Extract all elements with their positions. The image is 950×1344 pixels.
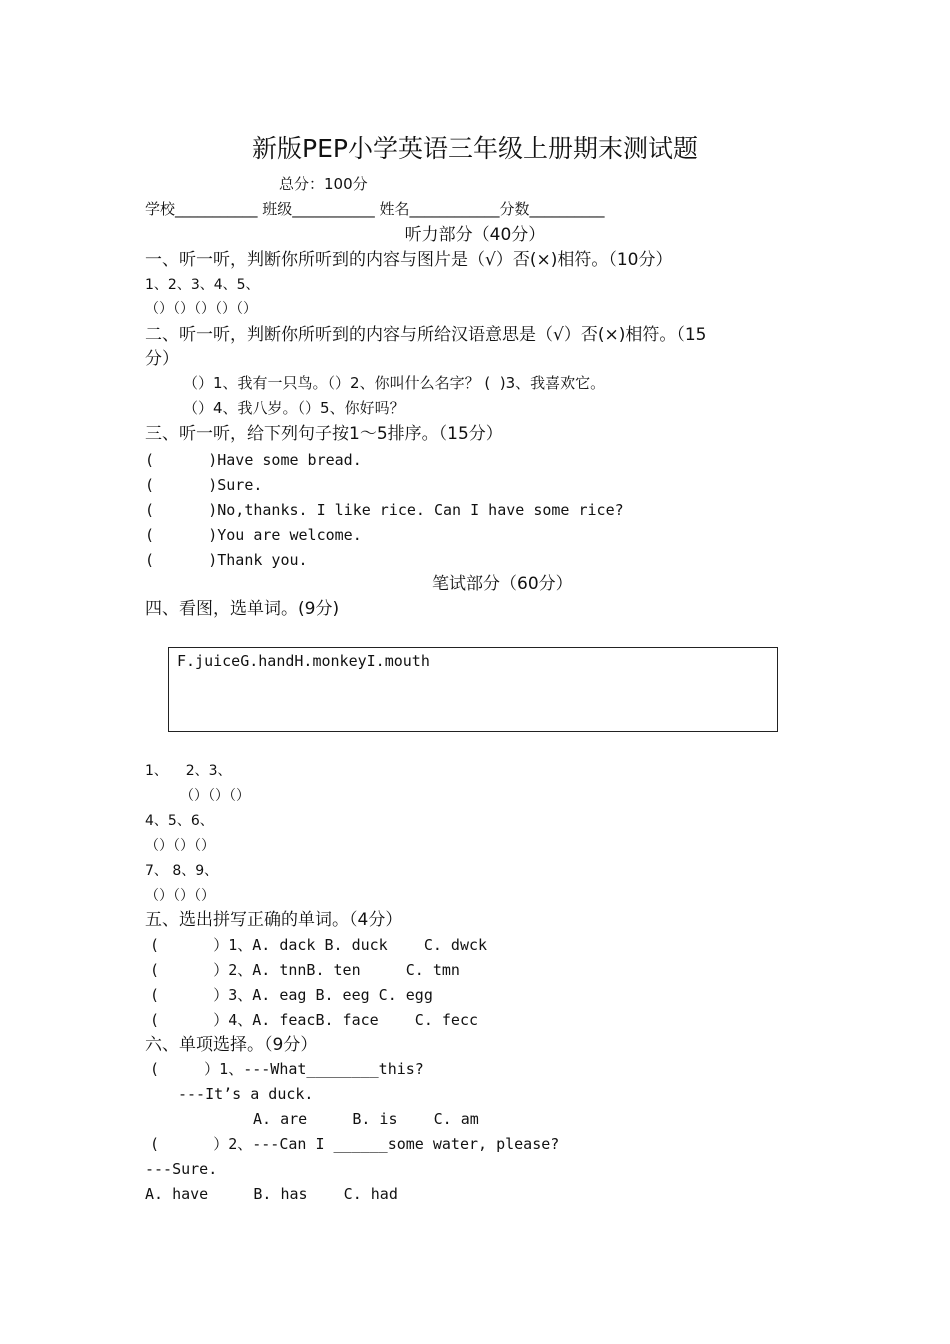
section6-q1-answer: ---It’s a duck. xyxy=(178,1085,314,1103)
section3-item: ( )Sure. xyxy=(145,476,263,494)
page-title: 新版PEP小学英语三年级上册期末测试题 xyxy=(252,134,698,163)
section2-heading: 二、听一听，判断你所听到的内容与所给汉语意思是（√）否(×)相符。（15 xyxy=(145,325,707,345)
section6-q1: ( ）1、---What________this? xyxy=(150,1060,424,1078)
section4-row3-brackets: （）（）（） xyxy=(145,888,215,904)
section4-row1-numbers: 1、 2、3、 xyxy=(145,763,232,779)
total-score: 总分：100分 xyxy=(279,175,368,193)
section1-heading: 一、听一听，判断你所听到的内容与图片是（√）否(×)相符。（10分） xyxy=(145,250,673,270)
section6-q2-options: A. have B. has C. had xyxy=(145,1185,398,1203)
section6-heading: 六、单项选择。（9分） xyxy=(145,1035,318,1055)
section5-item: ( ）1、A. dack B. duck C. dwck xyxy=(150,936,488,954)
section5-item: ( ）2、A. tnnB. ten C. tmn xyxy=(150,961,460,979)
section2-items-line1: （）1、我有一只鸟。（）2、你叫什么名字？ ( )3、我喜欢它。 xyxy=(183,374,606,392)
written-section-header: 笔试部分（60分） xyxy=(432,574,573,594)
listening-section-header: 听力部分（40分） xyxy=(404,225,546,245)
section3-item: ( )No,thanks. I like rice. Can I have some rice? xyxy=(145,501,624,519)
section3-item: ( )Have some bread. xyxy=(145,451,362,469)
section4-row2-brackets: （）（）（） xyxy=(145,838,215,854)
section6-q2-answer: ---Sure. xyxy=(145,1160,218,1178)
section4-heading: 四、看图，选单词。(9分) xyxy=(145,599,340,619)
section5-item: ( ）3、A. eag B. eeg C. egg xyxy=(150,986,433,1004)
section6-q2: ( ）2、---Can I ______some water, please? xyxy=(150,1135,560,1153)
section2-items-line2: （）4、我八岁。（）5、你好吗？ xyxy=(183,399,405,417)
section5-heading: 五、选出拼写正确的单词。（4分） xyxy=(145,910,403,930)
section3-item: ( )You are welcome. xyxy=(145,526,362,544)
section5-item: ( ）4、A. feacB. face C. fecc xyxy=(150,1011,479,1029)
section1-brackets: （）（）（）（）（） xyxy=(145,301,257,317)
section4-row2-numbers: 4、5、6、 xyxy=(145,813,214,829)
section3-heading: 三、听一听，给下列句子按1～5排序。（15分） xyxy=(145,424,503,444)
section4-row3-numbers: 7、 8、9、 xyxy=(145,863,219,879)
section4-row1-brackets: （）（）（） xyxy=(180,788,250,804)
section3-item: ( )Thank you. xyxy=(145,551,308,569)
section2-heading-cont: 分） xyxy=(145,349,179,369)
student-info-line: 学校___________ 班级___________ 姓名____________分数__________ xyxy=(145,200,605,218)
section6-q1-options: A. are B. is C. am xyxy=(253,1110,479,1128)
section1-numbers: 1、2、3、4、5、 xyxy=(145,277,260,293)
word-bank-box xyxy=(168,647,778,732)
word-bank-text: F.juiceG.handH.monkeyI.mouth xyxy=(177,652,430,670)
